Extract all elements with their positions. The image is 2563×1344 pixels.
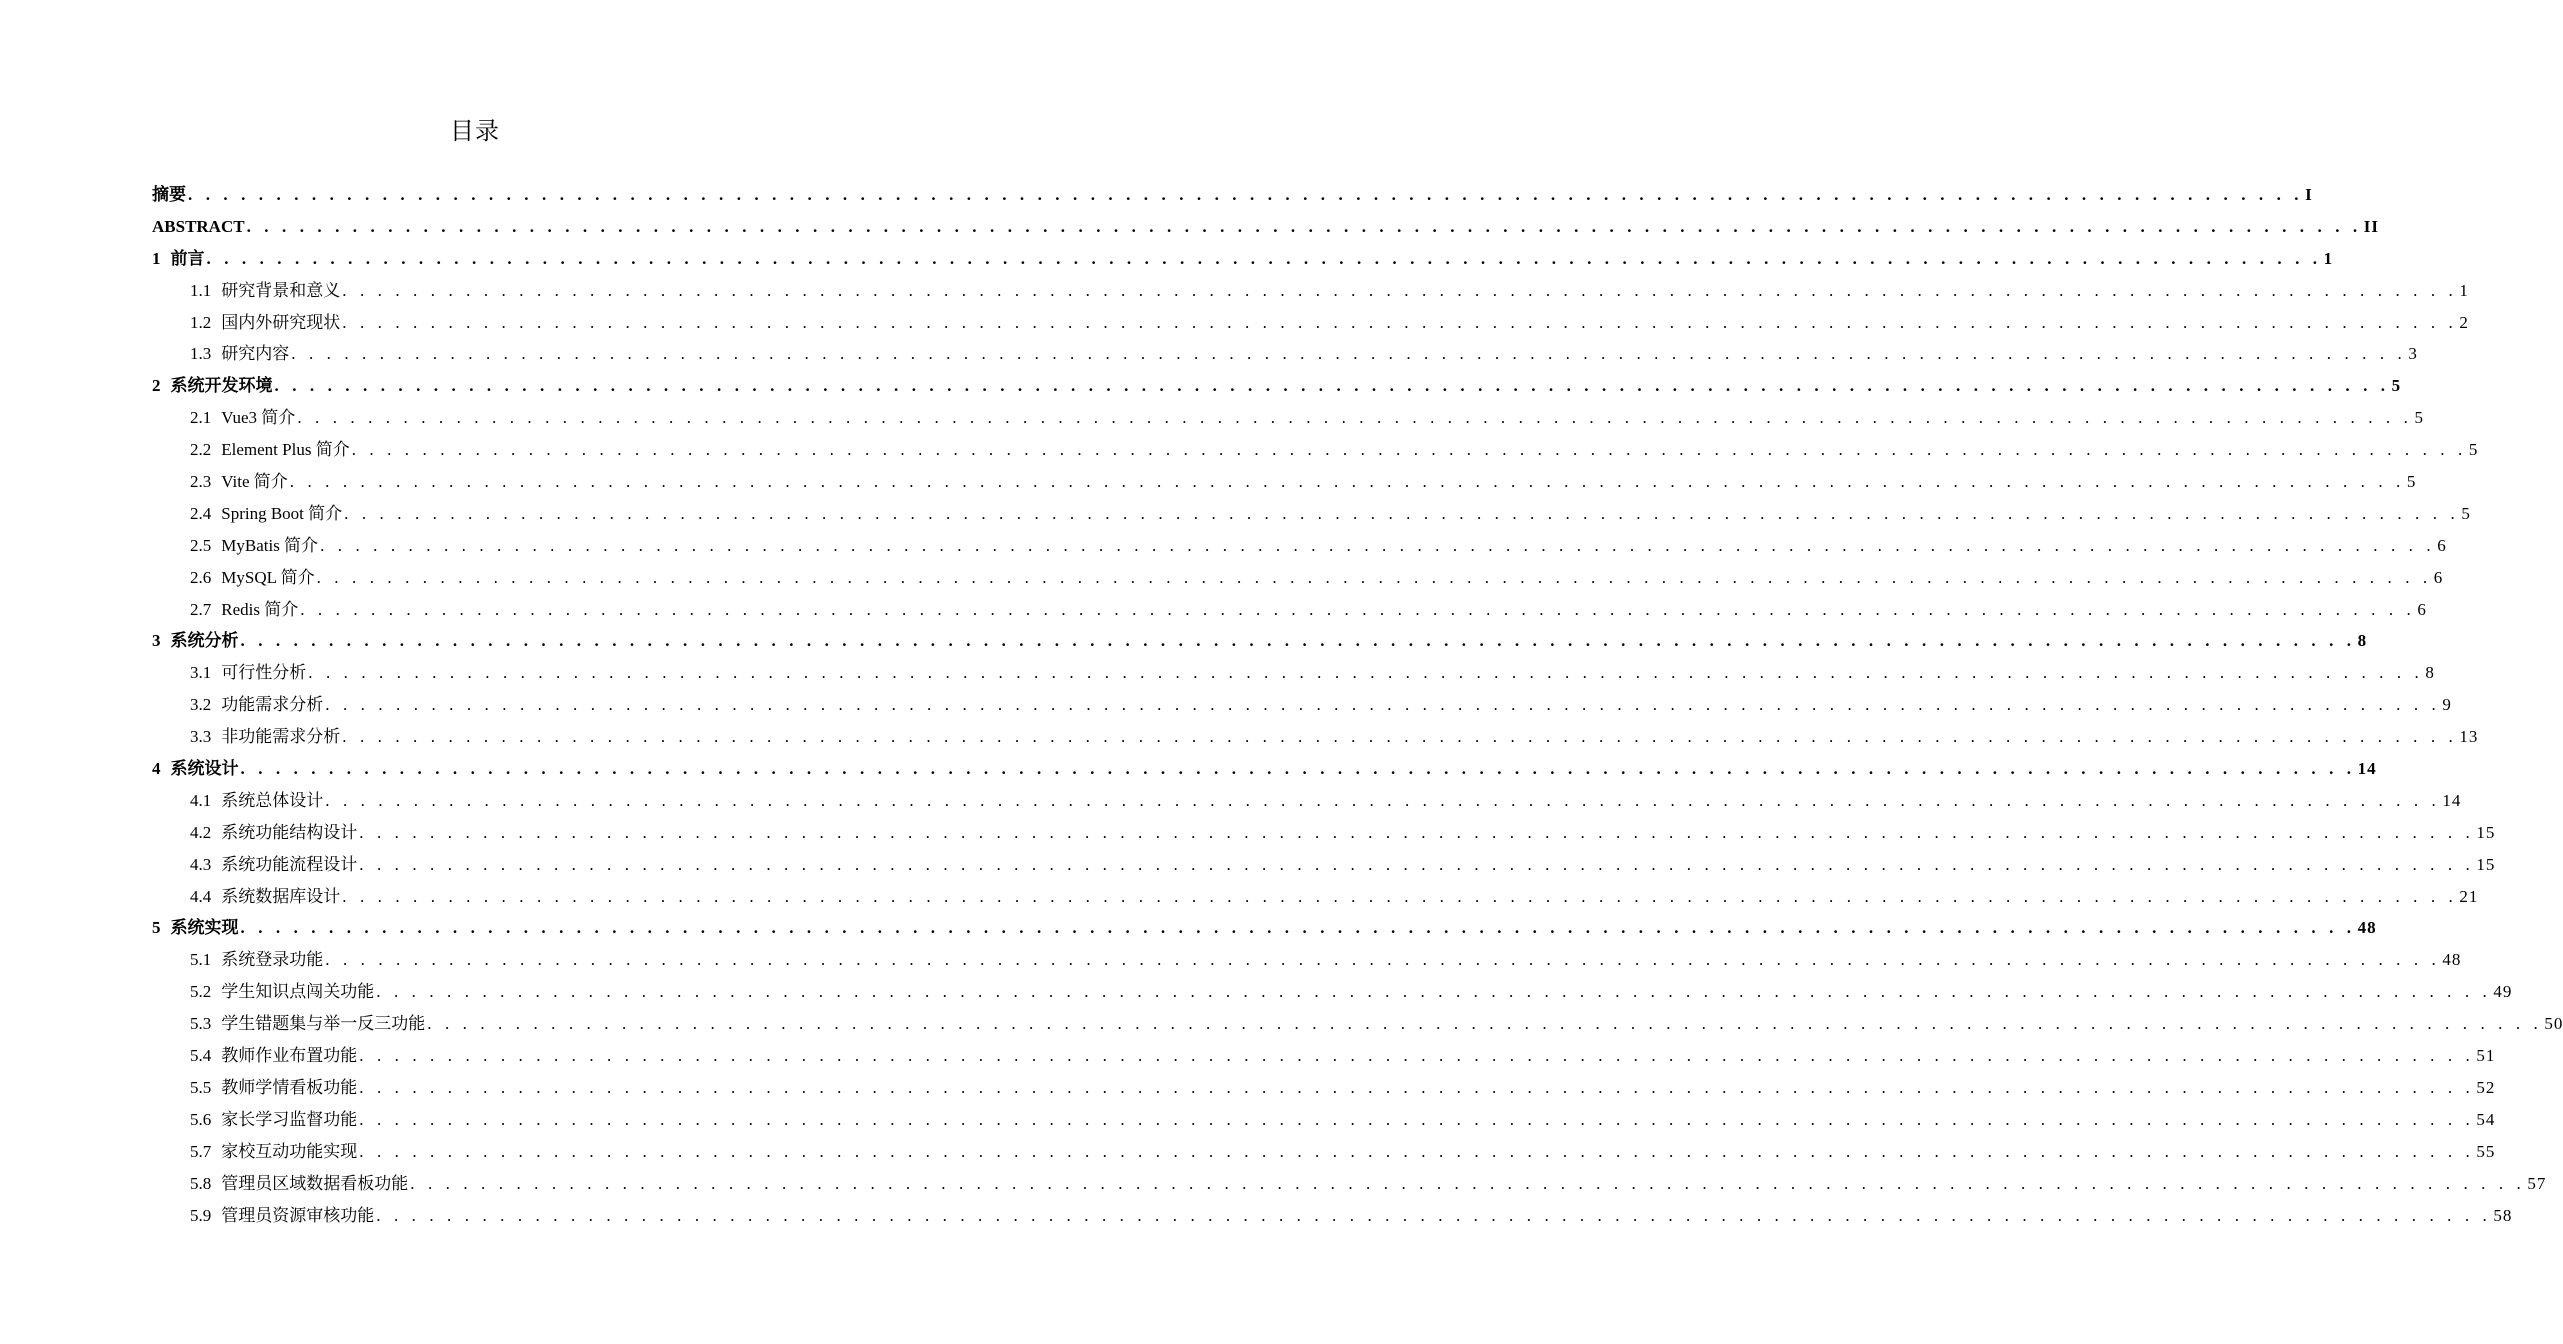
toc-dot-leader: . . . . . . . . . . . . . . . . . . . . . . . . . . . . . . . . . . . . . . . . . . . . . . . . . . . . . . . . . . . . . . . . . . . . . . . . . . . . . . . . . . . . . . . . . . . . . . . . . . . . . . . . . . . . . . . . . . . . . . . . — [410, 1173, 2526, 1193]
toc-entry-number: 5.8 — [190, 1173, 212, 1193]
toc-entry-page-number: 1 — [2459, 280, 2469, 300]
toc-entry-number: 3.2 — [190, 695, 212, 715]
toc-dot-leader: . . . . . . . . . . . . . . . . . . . . . . . . . . . . . . . . . . . . . . . . . . . . . . . . . . . . . . . . . . . . . . . . . . . . . . . . . . . . . . . . . . . . . . . . . . . . . . . . . . . . . . . . . . . . . . . . . . . . . . . . — [291, 344, 2407, 364]
toc-entry-title: 教师学情看板功能 — [221, 1077, 358, 1097]
toc-dot-leader: . . . . . . . . . . . . . . . . . . . . . . . . . . . . . . . . . . . . . . . . . . . . . . . . . . . . . . . . . . . . . . . . . . . . . . . . . . . . . . . . . . . . . . . . . . . . . . . . . . . . . . . . . . . . . . . . . . . . . . . . — [359, 1046, 2475, 1066]
toc-dot-leader: . . . . . . . . . . . . . . . . . . . . . . . . . . . . . . . . . . . . . . . . . . . . . . . . . . . . . . . . . . . . . . . . . . . . . . . . . . . . . . . . . . . . . . . . . . . . . . . . . . . . . . . . . . . . . . . . . . . . . . . . — [359, 1077, 2475, 1097]
toc-dot-leader: . . . . . . . . . . . . . . . . . . . . . . . . . . . . . . . . . . . . . . . . . . . . . . . . . . . . . . . . . . . . . . . . . . . . . . . . . . . . . . . . . . . . . . . . . . . . . . . . . . . . . . . . . . . . . . . . . . . . . . . . — [274, 376, 2390, 396]
toc-entry-number: 4 — [152, 759, 161, 779]
toc-entry[interactable] — [152, 275, 2469, 307]
toc-entry-page-number: 57 — [2527, 1173, 2547, 1193]
toc-entry-number: 4.1 — [190, 790, 212, 810]
toc-entry-title: 研究背景和意义 — [221, 280, 341, 300]
toc-entry-page-number: 5 — [2461, 503, 2471, 523]
toc-entry-title: 学生错题集与举一反三功能 — [221, 1014, 426, 1034]
toc-dot-leader: . . . . . . . . . . . . . . . . . . . . . . . . . . . . . . . . . . . . . . . . . . . . . . . . . . . . . . . . . . . . . . . . . . . . . . . . . . . . . . . . . . . . . . . . . . . . . . . . . . . . . . . . . . . . . . . . . . . . . . . . — [300, 599, 2416, 619]
toc-entry[interactable] — [152, 1072, 2496, 1104]
toc-entry-page-number: 1 — [2323, 248, 2334, 268]
toc-entry-title: 系统登录功能 — [221, 950, 324, 970]
toc-dot-leader: . . . . . . . . . . . . . . . . . . . . . . . . . . . . . . . . . . . . . . . . . . . . . . . . . . . . . . . . . . . . . . . . . . . . . . . . . . . . . . . . . . . . . . . . . . . . . . . . . . . . . . . . . . . . . . . . . . . . . . . . — [376, 982, 2492, 1002]
toc-entry-number: 5 — [152, 918, 161, 938]
toc-entry-number: 4.3 — [190, 854, 212, 874]
toc-entry-number: 5.3 — [190, 1014, 212, 1034]
toc-entry[interactable] — [152, 849, 2496, 881]
toc-dot-leader: . . . . . . . . . . . . . . . . . . . . . . . . . . . . . . . . . . . . . . . . . . . . . . . . . . . . . . . . . . . . . . . . . . . . . . . . . . . . . . . . . . . . . . . . . . . . . . . . . . . . . . . . . . . . . . . . . . . . . . . . — [206, 248, 2322, 268]
toc-dot-leader: . . . . . . . . . . . . . . . . . . . . . . . . . . . . . . . . . . . . . . . . . . . . . . . . . . . . . . . . . . . . . . . . . . . . . . . . . . . . . . . . . . . . . . . . . . . . . . . . . . . . . . . . . . . . . . . . . . . . . . . . — [342, 280, 2458, 300]
toc-entry-page-number: 5 — [2406, 472, 2417, 492]
toc-entry-number: 5.7 — [190, 1141, 212, 1161]
toc-dot-leader: . . . . . . . . . . . . . . . . . . . . . . . . . . . . . . . . . . . . . . . . . . . . . . . . . . . . . . . . . . . . . . . . . . . . . . . . . . . . . . . . . . . . . . . . . . . . . . . . . . . . . . . . . . . . . . . . . . . . . . . . — [325, 695, 2441, 715]
toc-entry[interactable] — [152, 912, 2377, 944]
toc-dot-leader: . . . . . . . . . . . . . . . . . . . . . . . . . . . . . . . . . . . . . . . . . . . . . . . . . . . . . . . . . . . . . . . . . . . . . . . . . . . . . . . . . . . . . . . . . . . . . . . . . . . . . . . . . . . . . . . . . . . . . . . . — [359, 1141, 2475, 1161]
toc-entry-page-number: 14 — [2442, 790, 2462, 810]
toc-entry-page-number: 6 — [2417, 599, 2427, 619]
toc-entry[interactable] — [152, 976, 2513, 1008]
toc-entry[interactable] — [152, 657, 2435, 689]
toc-entry[interactable] — [152, 753, 2377, 785]
toc-entry-title: 管理员资源审核功能 — [221, 1205, 375, 1225]
toc-entry[interactable] — [152, 434, 2479, 466]
toc-entry-title: MyBatis 简介 — [221, 535, 319, 555]
toc-entry-number: 2 — [152, 376, 161, 396]
toc-entry-title: MySQL 简介 — [221, 567, 315, 587]
toc-entry-number: 2.5 — [190, 535, 212, 555]
toc-dot-leader: . . . . . . . . . . . . . . . . . . . . . . . . . . . . . . . . . . . . . . . . . . . . . . . . . . . . . . . . . . . . . . . . . . . . . . . . . . . . . . . . . . . . . . . . . . . . . . . . . . . . . . . . . . . . . . . . . . . . . . . . — [342, 727, 2458, 747]
toc-entry[interactable] — [152, 1104, 2496, 1136]
toc-entry-page-number: 48 — [2357, 918, 2377, 938]
toc-entry[interactable] — [152, 1040, 2496, 1072]
toc-dot-leader: . . . . . . . . . . . . . . . . . . . . . . . . . . . . . . . . . . . . . . . . . . . . . . . . . . . . . . . . . . . . . . . . . . . . . . . . . . . . . . . . . . . . . . . . . . . . . . . . . . . . . . . . . . . . . . . . . . . . . . . . — [344, 503, 2460, 523]
toc-entry-number: 2.6 — [190, 567, 212, 587]
toc-entry-title: 家校互动功能实现 — [221, 1141, 358, 1161]
toc-dot-leader: . . . . . . . . . . . . . . . . . . . . . . . . . . . . . . . . . . . . . . . . . . . . . . . . . . . . . . . . . . . . . . . . . . . . . . . . . . . . . . . . . . . . . . . . . . . . . . . . . . . . . . . . . . . . . . . . . . . . . . . . — [359, 822, 2475, 842]
toc-entry[interactable] — [152, 402, 2424, 434]
toc-entry-page-number: 3 — [2408, 344, 2418, 364]
toc-entry-number: 1.2 — [190, 312, 212, 332]
toc-entry-title: 管理员区域数据看板功能 — [221, 1173, 409, 1193]
toc-dot-leader: . . . . . . . . . . . . . . . . . . . . . . . . . . . . . . . . . . . . . . . . . . . . . . . . . . . . . . . . . . . . . . . . . . . . . . . . . . . . . . . . . . . . . . . . . . . . . . . . . . . . . . . . . . . . . . . . . . . . . . . . — [308, 663, 2424, 683]
toc-entry[interactable] — [152, 689, 2452, 721]
toc-entry[interactable] — [152, 785, 2462, 817]
toc-entry-page-number: 6 — [2437, 535, 2447, 555]
toc-entry-page-number: II — [2363, 216, 2379, 236]
toc-entry-number: 2.1 — [190, 408, 212, 428]
toc-entry-number: 5.9 — [190, 1205, 212, 1225]
toc-dot-leader: . . . . . . . . . . . . . . . . . . . . . . . . . . . . . . . . . . . . . . . . . . . . . . . . . . . . . . . . . . . . . . . . . . . . . . . . . . . . . . . . . . . . . . . . . . . . . . . . . . . . . . . . . . . . . . . . . . . . . . . . — [246, 216, 2362, 236]
toc-entry-page-number: 15 — [2476, 854, 2496, 874]
toc-entry-number: 3.1 — [190, 663, 212, 683]
toc-entry-title: Redis 简介 — [221, 599, 299, 619]
toc-entry-number: 2.2 — [190, 440, 212, 460]
toc-entry-title: 系统开发环境 — [170, 376, 273, 396]
toc-entry-title: Vue3 简介 — [221, 408, 296, 428]
toc-entry-title: ABSTRACT — [152, 216, 245, 236]
toc-entry-number: 5.4 — [190, 1046, 212, 1066]
toc-entry[interactable] — [152, 625, 2368, 657]
toc-entry-title: 前言 — [170, 248, 205, 268]
toc-dot-leader: . . . . . . . . . . . . . . . . . . . . . . . . . . . . . . . . . . . . . . . . . . . . . . . . . . . . . . . . . . . . . . . . . . . . . . . . . . . . . . . . . . . . . . . . . . . . . . . . . . . . . . . . . . . . . . . . . . . . . . . . — [376, 1205, 2492, 1225]
toc-entry-page-number: 14 — [2357, 759, 2377, 779]
toc-entry[interactable] — [152, 881, 2479, 913]
toc-entry-title: 家长学习监督功能 — [221, 1109, 358, 1129]
toc-entry[interactable] — [152, 370, 2402, 402]
toc-entry-number: 5.6 — [190, 1109, 212, 1129]
toc-dot-leader: . . . . . . . . . . . . . . . . . . . . . . . . . . . . . . . . . . . . . . . . . . . . . . . . . . . . . . . . . . . . . . . . . . . . . . . . . . . . . . . . . . . . . . . . . . . . . . . . . . . . . . . . . . . . . . . . . . . . . . . . — [240, 918, 2356, 938]
toc-entry[interactable] — [152, 944, 2462, 976]
toc-entry-page-number: I — [2305, 185, 2313, 204]
toc-dot-leader: . . . . . . . . . . . . . . . . . . . . . . . . . . . . . . . . . . . . . . . . . . . . . . . . . . . . . . . . . . . . . . . . . . . . . . . . . . . . . . . . . . . . . . . . . . . . . . . . . . . . . . . . . . . . . . . . . . . . . . . . — [316, 567, 2432, 587]
toc-entry-title: 可行性分析 — [221, 663, 307, 683]
toc-dot-leader: . . . . . . . . . . . . . . . . . . . . . . . . . . . . . . . . . . . . . . . . . . . . . . . . . . . . . . . . . . . . . . . . . . . . . . . . . . . . . . . . . . . . . . . . . . . . . . . . . . . . . . . . . . . . . . . . . . . . . . . . — [240, 759, 2356, 779]
toc-entry-page-number: 5 — [2468, 440, 2479, 460]
toc-entry-title: 研究内容 — [221, 344, 290, 364]
toc-entry-title: Spring Boot 简介 — [221, 503, 343, 523]
toc-entry-title: 非功能需求分析 — [221, 727, 341, 747]
toc-entry-page-number: 5 — [2414, 408, 2424, 428]
toc-entry[interactable] — [152, 498, 2471, 530]
toc-entry-page-number: 48 — [2442, 950, 2462, 970]
toc-entry[interactable] — [152, 307, 2469, 339]
toc-entry-page-number: 8 — [2357, 631, 2368, 651]
toc-entry[interactable] — [152, 817, 2496, 849]
toc-entry-page-number: 15 — [2476, 822, 2496, 842]
toc-entry-page-number: 6 — [2433, 567, 2444, 587]
toc-entry-page-number: 52 — [2476, 1077, 2496, 1097]
toc-entry-number: 5.1 — [190, 950, 212, 970]
toc-entry-page-number: 13 — [2459, 727, 2479, 747]
toc-entry[interactable] — [152, 530, 2447, 562]
toc-entry-title: 学生知识点闯关功能 — [221, 982, 375, 1002]
toc-entry-number: 2.3 — [190, 472, 212, 492]
toc-entry-page-number: 5 — [2391, 376, 2402, 396]
toc-entry-page-number: 55 — [2476, 1141, 2496, 1161]
toc-entry-title: 摘要 — [152, 185, 186, 204]
toc-entry-number: 3.3 — [190, 727, 212, 747]
toc-entry-page-number: 2 — [2459, 312, 2469, 332]
toc-entry[interactable] — [152, 466, 2417, 498]
toc-dot-leader: . . . . . . . . . . . . . . . . . . . . . . . . . . . . . . . . . . . . . . . . . . . . . . . . . . . . . . . . . . . . . . . . . . . . . . . . . . . . . . . . . . . . . . . . . . . . . . . . . . . . . . . . . . . . . . . . . . . . . . . . — [427, 1014, 2543, 1034]
page-title: 目录 — [450, 117, 500, 145]
toc-entry-title: 系统功能结构设计 — [221, 822, 358, 842]
toc-entry-page-number: 9 — [2442, 695, 2452, 715]
toc-entry-title: 国内外研究现状 — [221, 312, 341, 332]
toc-entry-number: 1 — [152, 248, 161, 268]
toc-entry-page-number: 21 — [2459, 886, 2479, 906]
toc-dot-leader: . . . . . . . . . . . . . . . . . . . . . . . . . . . . . . . . . . . . . . . . . . . . . . . . . . . . . . . . . . . . . . . . . . . . . . . . . . . . . . . . . . . . . . . . . . . . . . . . . . . . . . . . . . . . . . . . . . . . . . . . — [325, 950, 2441, 970]
toc-entry[interactable] — [152, 243, 2334, 275]
toc-entry-number: 4.2 — [190, 822, 212, 842]
toc-entry-page-number: 51 — [2476, 1046, 2496, 1066]
toc-entry-number: 2.4 — [190, 503, 212, 523]
toc-dot-leader: . . . . . . . . . . . . . . . . . . . . . . . . . . . . . . . . . . . . . . . . . . . . . . . . . . . . . . . . . . . . . . . . . . . . . . . . . . . . . . . . . . . . . . . . . . . . . . . . . . . . . . . . . . . . . . . . . . . . . . . . — [297, 408, 2413, 428]
toc-dot-leader: . . . . . . . . . . . . . . . . . . . . . . . . . . . . . . . . . . . . . . . . . . . . . . . . . . . . . . . . . . . . . . . . . . . . . . . . . . . . . . . . . . . . . . . . . . . . . . . . . . . . . . . . . . . . . . . . . . . . . . . . — [320, 535, 2436, 555]
toc-entry[interactable] — [152, 1008, 2563, 1040]
toc-entry-number: 5.5 — [190, 1077, 212, 1097]
toc-dot-leader: . . . . . . . . . . . . . . . . . . . . . . . . . . . . . . . . . . . . . . . . . . . . . . . . . . . . . . . . . . . . . . . . . . . . . . . . . . . . . . . . . . . . . . . . . . . . . . . . . . . . . . . . . . . . . . . . . . . . . . . . — [188, 185, 2304, 204]
toc-entry[interactable] — [152, 1168, 2547, 1200]
toc-entry-title: 系统功能流程设计 — [221, 854, 358, 874]
toc-entry-title: 系统实现 — [170, 918, 239, 938]
toc-entry[interactable] — [152, 594, 2427, 626]
toc-entry-number: 1.3 — [190, 344, 212, 364]
toc-entry-title: 系统总体设计 — [221, 790, 324, 810]
toc-dot-leader: . . . . . . . . . . . . . . . . . . . . . . . . . . . . . . . . . . . . . . . . . . . . . . . . . . . . . . . . . . . . . . . . . . . . . . . . . . . . . . . . . . . . . . . . . . . . . . . . . . . . . . . . . . . . . . . . . . . . . . . . — [342, 312, 2458, 332]
toc-entry-page-number: 58 — [2493, 1205, 2513, 1225]
toc-entry-number: 5.2 — [190, 982, 212, 1002]
toc-entry-title: 功能需求分析 — [221, 695, 324, 715]
toc-entry-title: 系统分析 — [170, 631, 239, 651]
toc-entry-number: 2.7 — [190, 599, 212, 619]
toc-dot-leader: . . . . . . . . . . . . . . . . . . . . . . . . . . . . . . . . . . . . . . . . . . . . . . . . . . . . . . . . . . . . . . . . . . . . . . . . . . . . . . . . . . . . . . . . . . . . . . . . . . . . . . . . . . . . . . . . . . . . . . . . — [359, 854, 2475, 874]
toc-entry-title: 系统数据库设计 — [221, 886, 341, 906]
toc-entry[interactable] — [152, 1200, 2513, 1232]
toc-entry[interactable] — [152, 562, 2444, 594]
toc-entry-page-number: 54 — [2476, 1109, 2496, 1129]
toc-entry-title: Vite 简介 — [221, 472, 288, 492]
toc-entry[interactable] — [152, 338, 2418, 370]
toc-entry-title: Element Plus 简介 — [221, 440, 350, 460]
toc-entry[interactable] — [152, 211, 2379, 243]
toc-dot-leader: . . . . . . . . . . . . . . . . . . . . . . . . . . . . . . . . . . . . . . . . . . . . . . . . . . . . . . . . . . . . . . . . . . . . . . . . . . . . . . . . . . . . . . . . . . . . . . . . . . . . . . . . . . . . . . . . . . . . . . . . — [289, 472, 2405, 492]
toc-entry-title: 系统设计 — [170, 759, 239, 779]
toc-entry-page-number: 49 — [2493, 982, 2513, 1002]
toc-dot-leader: . . . . . . . . . . . . . . . . . . . . . . . . . . . . . . . . . . . . . . . . . . . . . . . . . . . . . . . . . . . . . . . . . . . . . . . . . . . . . . . . . . . . . . . . . . . . . . . . . . . . . . . . . . . . . . . . . . . . . . . . — [351, 440, 2467, 460]
toc-entry-page-number: 8 — [2425, 663, 2435, 683]
toc-entry[interactable] — [152, 721, 2479, 753]
toc-dot-leader: . . . . . . . . . . . . . . . . . . . . . . . . . . . . . . . . . . . . . . . . . . . . . . . . . . . . . . . . . . . . . . . . . . . . . . . . . . . . . . . . . . . . . . . . . . . . . . . . . . . . . . . . . . . . . . . . . . . . . . . . — [325, 790, 2441, 810]
table-of-contents — [152, 179, 2563, 1231]
toc-dot-leader: . . . . . . . . . . . . . . . . . . . . . . . . . . . . . . . . . . . . . . . . . . . . . . . . . . . . . . . . . . . . . . . . . . . . . . . . . . . . . . . . . . . . . . . . . . . . . . . . . . . . . . . . . . . . . . . . . . . . . . . . — [342, 886, 2458, 906]
toc-dot-leader: . . . . . . . . . . . . . . . . . . . . . . . . . . . . . . . . . . . . . . . . . . . . . . . . . . . . . . . . . . . . . . . . . . . . . . . . . . . . . . . . . . . . . . . . . . . . . . . . . . . . . . . . . . . . . . . . . . . . . . . . — [359, 1109, 2475, 1129]
toc-entry-number: 4.4 — [190, 886, 212, 906]
toc-dot-leader: . . . . . . . . . . . . . . . . . . . . . . . . . . . . . . . . . . . . . . . . . . . . . . . . . . . . . . . . . . . . . . . . . . . . . . . . . . . . . . . . . . . . . . . . . . . . . . . . . . . . . . . . . . . . . . . . . . . . . . . . — [240, 631, 2356, 651]
toc-entry-page-number: 50 — [2544, 1014, 2563, 1034]
toc-entry[interactable] — [152, 179, 2313, 211]
toc-entry-number: 1.1 — [190, 280, 212, 300]
toc-entry[interactable] — [152, 1136, 2496, 1168]
toc-entry-number: 3 — [152, 631, 161, 651]
toc-entry-title: 教师作业布置功能 — [221, 1046, 358, 1066]
